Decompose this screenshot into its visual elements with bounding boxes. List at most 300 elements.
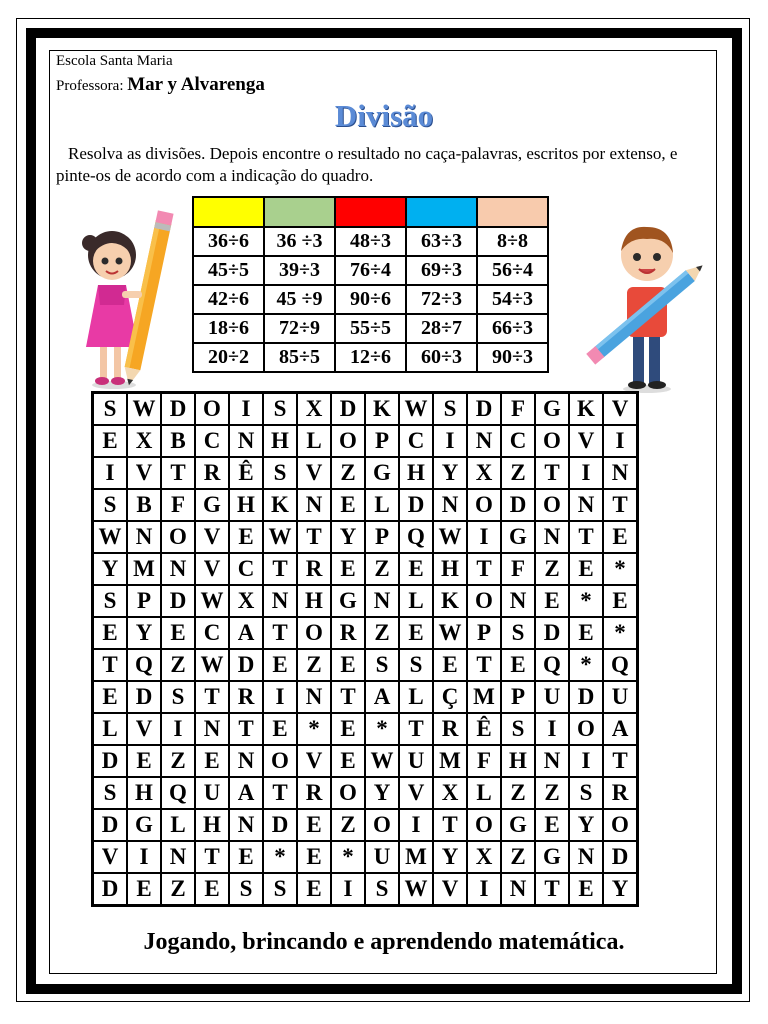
grid-letter-cell[interactable]: V <box>569 425 603 457</box>
boy-with-pencil-illustration <box>585 215 705 393</box>
grid-letter-cell[interactable]: E <box>297 841 331 873</box>
grid-letter-cell[interactable]: O <box>535 425 569 457</box>
grid-letter-cell[interactable]: D <box>127 681 161 713</box>
grid-row <box>93 745 638 777</box>
grid-letter-cell[interactable]: G <box>195 489 229 521</box>
grid-letter-cell[interactable]: B <box>161 425 195 457</box>
division-cell: 72÷9 <box>264 314 335 343</box>
grid-letter-cell[interactable]: Q <box>399 521 433 553</box>
grid-letter-cell[interactable]: E <box>331 713 365 745</box>
grid-letter-cell[interactable]: R <box>297 777 331 809</box>
grid-letter-cell[interactable]: T <box>569 521 603 553</box>
division-cell: 45÷5 <box>193 256 264 285</box>
grid-letter-cell[interactable]: I <box>263 681 297 713</box>
grid-letter-cell[interactable]: C <box>195 617 229 649</box>
grid-letter-cell[interactable]: D <box>93 745 128 777</box>
grid-letter-cell[interactable]: V <box>93 841 128 873</box>
grid-letter-cell[interactable]: * <box>297 713 331 745</box>
division-cell: 56÷4 <box>477 256 548 285</box>
division-cell: 42÷6 <box>193 285 264 314</box>
grid-letter-cell[interactable]: Z <box>161 649 195 681</box>
grid-letter-cell[interactable]: Z <box>297 649 331 681</box>
grid-letter-cell[interactable]: Y <box>433 457 467 489</box>
grid-letter-cell[interactable]: N <box>365 585 399 617</box>
grid-letter-cell[interactable]: O <box>331 777 365 809</box>
grid-letter-cell[interactable]: E <box>161 617 195 649</box>
grid-letter-cell[interactable]: * <box>365 713 399 745</box>
grid-letter-cell[interactable]: Ê <box>229 457 263 489</box>
grid-letter-cell[interactable]: W <box>399 873 433 906</box>
division-row <box>193 314 548 343</box>
grid-letter-cell[interactable]: U <box>195 777 229 809</box>
grid-letter-cell[interactable]: K <box>365 393 399 426</box>
grid-letter-cell[interactable]: S <box>501 713 535 745</box>
grid-letter-cell[interactable]: N <box>229 745 263 777</box>
grid-letter-cell[interactable]: Ç <box>433 681 467 713</box>
division-cell: 36÷6 <box>193 227 264 256</box>
grid-letter-cell[interactable]: S <box>263 457 297 489</box>
grid-letter-cell[interactable]: D <box>535 617 569 649</box>
grid-letter-cell[interactable]: I <box>603 425 638 457</box>
grid-letter-cell[interactable]: F <box>501 553 535 585</box>
division-cell: 66÷3 <box>477 314 548 343</box>
grid-letter-cell[interactable]: R <box>297 553 331 585</box>
grid-letter-cell[interactable]: W <box>365 745 399 777</box>
grid-letter-cell[interactable]: T <box>161 457 195 489</box>
division-cell: 39÷3 <box>264 256 335 285</box>
grid-letter-cell[interactable]: L <box>365 489 399 521</box>
grid-letter-cell[interactable]: Q <box>127 649 161 681</box>
grid-letter-cell[interactable]: H <box>229 489 263 521</box>
grid-letter-cell[interactable]: E <box>535 585 569 617</box>
color-swatch <box>335 197 406 227</box>
grid-letter-cell[interactable]: P <box>127 585 161 617</box>
grid-letter-cell[interactable]: W <box>195 585 229 617</box>
grid-letter-cell[interactable]: I <box>569 745 603 777</box>
grid-letter-cell[interactable]: D <box>93 873 128 906</box>
grid-letter-cell[interactable]: H <box>297 585 331 617</box>
grid-letter-cell[interactable]: D <box>501 489 535 521</box>
grid-letter-cell[interactable]: A <box>229 617 263 649</box>
grid-letter-cell[interactable]: O <box>569 713 603 745</box>
grid-letter-cell[interactable]: Z <box>501 457 535 489</box>
grid-letter-cell[interactable]: N <box>161 841 195 873</box>
grid-row <box>93 425 638 457</box>
grid-letter-cell[interactable]: R <box>195 457 229 489</box>
grid-letter-cell[interactable]: U <box>365 841 399 873</box>
grid-letter-cell[interactable]: M <box>433 745 467 777</box>
grid-letter-cell[interactable]: H <box>263 425 297 457</box>
grid-letter-cell[interactable]: E <box>297 873 331 906</box>
division-cell: 76÷4 <box>335 256 406 285</box>
grid-letter-cell[interactable]: Z <box>535 553 569 585</box>
grid-row <box>93 809 638 841</box>
grid-letter-cell[interactable]: V <box>399 777 433 809</box>
grid-letter-cell[interactable]: T <box>433 809 467 841</box>
grid-letter-cell[interactable]: X <box>297 393 331 426</box>
division-cell: 45 ÷9 <box>264 285 335 314</box>
division-cell: 72÷3 <box>406 285 477 314</box>
grid-letter-cell[interactable]: Y <box>127 617 161 649</box>
grid-letter-cell[interactable]: I <box>467 521 501 553</box>
grid-letter-cell[interactable]: W <box>399 393 433 426</box>
grid-letter-cell[interactable]: W <box>433 521 467 553</box>
grid-letter-cell[interactable]: W <box>263 521 297 553</box>
grid-letter-cell[interactable]: E <box>569 617 603 649</box>
grid-letter-cell[interactable]: E <box>603 585 638 617</box>
color-swatch <box>477 197 548 227</box>
grid-letter-cell[interactable]: C <box>229 553 263 585</box>
grid-letter-cell[interactable]: H <box>399 457 433 489</box>
grid-letter-cell[interactable]: S <box>433 393 467 426</box>
grid-letter-cell[interactable]: I <box>467 873 501 906</box>
grid-letter-cell[interactable]: E <box>331 745 365 777</box>
grid-letter-cell[interactable]: A <box>365 681 399 713</box>
grid-letter-cell[interactable]: N <box>569 841 603 873</box>
grid-letter-cell[interactable]: L <box>399 681 433 713</box>
grid-letter-cell[interactable]: E <box>501 649 535 681</box>
grid-letter-cell[interactable]: W <box>127 393 161 426</box>
grid-letter-cell[interactable]: O <box>331 425 365 457</box>
grid-letter-cell[interactable]: S <box>365 873 399 906</box>
grid-letter-cell[interactable]: H <box>195 809 229 841</box>
grid-letter-cell[interactable]: H <box>433 553 467 585</box>
grid-letter-cell[interactable]: S <box>93 585 128 617</box>
grid-letter-cell[interactable]: I <box>535 713 569 745</box>
division-cell: 90÷6 <box>335 285 406 314</box>
grid-letter-cell[interactable]: Y <box>365 777 399 809</box>
grid-letter-cell[interactable]: R <box>331 617 365 649</box>
grid-letter-cell[interactable]: N <box>127 521 161 553</box>
grid-letter-cell[interactable]: G <box>535 393 569 426</box>
grid-letter-cell[interactable]: P <box>365 425 399 457</box>
grid-letter-cell[interactable]: T <box>603 745 638 777</box>
grid-letter-cell[interactable]: S <box>93 393 128 426</box>
grid-letter-cell[interactable]: N <box>603 457 638 489</box>
division-cell: 12÷6 <box>335 343 406 372</box>
grid-letter-cell[interactable]: M <box>127 553 161 585</box>
grid-letter-cell[interactable]: D <box>93 809 128 841</box>
grid-letter-cell[interactable]: T <box>263 553 297 585</box>
grid-letter-cell[interactable]: E <box>229 841 263 873</box>
grid-letter-cell[interactable]: U <box>603 681 638 713</box>
division-row <box>193 256 548 285</box>
grid-letter-cell[interactable]: D <box>467 393 501 426</box>
grid-letter-cell[interactable]: I <box>229 393 263 426</box>
color-swatch <box>406 197 477 227</box>
grid-letter-cell[interactable]: N <box>569 489 603 521</box>
grid-letter-cell[interactable]: Z <box>161 873 195 906</box>
grid-letter-cell[interactable]: V <box>127 457 161 489</box>
grid-letter-cell[interactable]: Z <box>365 553 399 585</box>
grid-letter-cell[interactable]: Y <box>433 841 467 873</box>
grid-letter-cell[interactable]: E <box>399 553 433 585</box>
grid-letter-cell[interactable]: Z <box>535 777 569 809</box>
grid-letter-cell[interactable]: D <box>331 393 365 426</box>
grid-letter-cell[interactable]: O <box>467 809 501 841</box>
school-name: Escola Santa Maria <box>56 53 173 69</box>
grid-letter-cell[interactable]: I <box>569 457 603 489</box>
grid-letter-cell[interactable]: H <box>501 745 535 777</box>
division-cell: 54÷3 <box>477 285 548 314</box>
grid-letter-cell[interactable]: E <box>195 873 229 906</box>
grid-letter-cell[interactable]: E <box>569 553 603 585</box>
grid-letter-cell[interactable]: E <box>195 745 229 777</box>
grid-letter-cell[interactable]: T <box>399 713 433 745</box>
grid-letter-cell[interactable]: E <box>127 745 161 777</box>
grid-letter-cell[interactable]: Y <box>603 873 638 906</box>
grid-letter-cell[interactable]: O <box>535 489 569 521</box>
grid-letter-cell[interactable]: L <box>161 809 195 841</box>
grid-letter-cell[interactable]: T <box>467 649 501 681</box>
grid-letter-cell[interactable]: X <box>229 585 263 617</box>
grid-letter-cell[interactable]: O <box>467 585 501 617</box>
grid-letter-cell[interactable]: A <box>603 713 638 745</box>
grid-letter-cell[interactable]: D <box>399 489 433 521</box>
grid-letter-cell[interactable]: E <box>93 681 128 713</box>
grid-letter-cell[interactable]: I <box>127 841 161 873</box>
grid-letter-cell[interactable]: D <box>603 841 638 873</box>
grid-letter-cell[interactable]: W <box>433 617 467 649</box>
grid-letter-cell[interactable]: C <box>399 425 433 457</box>
grid-letter-cell[interactable]: N <box>501 585 535 617</box>
grid-letter-cell[interactable]: U <box>535 681 569 713</box>
grid-letter-cell[interactable]: D <box>263 809 297 841</box>
grid-letter-cell[interactable]: L <box>297 425 331 457</box>
grid-letter-cell[interactable]: Y <box>93 553 128 585</box>
grid-letter-cell[interactable]: O <box>161 521 195 553</box>
grid-letter-cell[interactable]: * <box>331 841 365 873</box>
grid-letter-cell[interactable]: V <box>195 521 229 553</box>
grid-letter-cell[interactable]: L <box>399 585 433 617</box>
grid-letter-cell[interactable]: T <box>535 457 569 489</box>
grid-letter-cell[interactable]: O <box>263 745 297 777</box>
grid-letter-cell[interactable]: S <box>501 617 535 649</box>
grid-letter-cell[interactable]: E <box>331 489 365 521</box>
grid-letter-cell[interactable]: D <box>569 681 603 713</box>
grid-letter-cell[interactable]: G <box>365 457 399 489</box>
grid-letter-cell[interactable]: S <box>161 681 195 713</box>
grid-letter-cell[interactable]: T <box>603 489 638 521</box>
grid-letter-cell[interactable]: Y <box>569 809 603 841</box>
grid-letter-cell[interactable]: V <box>297 745 331 777</box>
grid-letter-cell[interactable]: E <box>229 521 263 553</box>
grid-letter-cell[interactable]: S <box>93 489 128 521</box>
grid-letter-cell[interactable]: N <box>229 809 263 841</box>
grid-letter-cell[interactable]: * <box>569 649 603 681</box>
division-cell: 69÷3 <box>406 256 477 285</box>
grid-letter-cell[interactable]: K <box>569 393 603 426</box>
grid-letter-cell[interactable]: E <box>263 713 297 745</box>
grid-letter-cell[interactable]: S <box>229 873 263 906</box>
grid-letter-cell[interactable]: Y <box>331 521 365 553</box>
grid-letter-cell[interactable]: F <box>467 745 501 777</box>
grid-letter-cell[interactable]: E <box>297 809 331 841</box>
grid-letter-cell[interactable]: * <box>263 841 297 873</box>
grid-letter-cell[interactable]: G <box>331 585 365 617</box>
grid-letter-cell[interactable]: P <box>501 681 535 713</box>
grid-letter-cell[interactable]: Ê <box>467 713 501 745</box>
grid-letter-cell[interactable]: F <box>501 393 535 426</box>
grid-letter-cell[interactable]: Z <box>501 777 535 809</box>
grid-letter-cell[interactable]: N <box>195 713 229 745</box>
grid-letter-cell[interactable]: T <box>263 617 297 649</box>
grid-letter-cell[interactable]: E <box>127 873 161 906</box>
grid-letter-cell[interactable]: T <box>195 841 229 873</box>
grid-letter-cell[interactable]: G <box>127 809 161 841</box>
grid-letter-cell[interactable]: U <box>399 745 433 777</box>
grid-letter-cell[interactable]: * <box>603 617 638 649</box>
grid-row <box>93 681 638 713</box>
division-row <box>193 285 548 314</box>
grid-letter-cell[interactable]: X <box>127 425 161 457</box>
grid-letter-cell[interactable]: O <box>603 809 638 841</box>
word-search-grid <box>91 391 639 907</box>
grid-letter-cell[interactable]: D <box>161 585 195 617</box>
grid-letter-cell[interactable]: O <box>297 617 331 649</box>
grid-letter-cell[interactable]: * <box>569 585 603 617</box>
grid-letter-cell[interactable]: N <box>161 553 195 585</box>
grid-letter-cell[interactable]: * <box>603 553 638 585</box>
grid-letter-cell[interactable]: N <box>433 489 467 521</box>
grid-letter-cell[interactable]: Z <box>331 457 365 489</box>
color-key-table <box>192 196 549 373</box>
grid-letter-cell[interactable]: M <box>399 841 433 873</box>
grid-letter-cell[interactable]: E <box>399 617 433 649</box>
grid-letter-cell[interactable]: S <box>263 873 297 906</box>
grid-letter-cell[interactable]: V <box>433 873 467 906</box>
grid-letter-cell[interactable]: G <box>501 809 535 841</box>
grid-letter-cell[interactable]: D <box>229 649 263 681</box>
grid-letter-cell[interactable]: Z <box>161 745 195 777</box>
grid-letter-cell[interactable]: T <box>195 681 229 713</box>
grid-letter-cell[interactable]: Z <box>501 841 535 873</box>
division-cell: 63÷3 <box>406 227 477 256</box>
teacher-name: Mar y Alvarenga <box>127 74 265 95</box>
grid-letter-cell[interactable]: K <box>433 585 467 617</box>
grid-letter-cell[interactable]: N <box>467 425 501 457</box>
grid-letter-cell[interactable]: T <box>535 873 569 906</box>
grid-letter-cell[interactable]: E <box>263 649 297 681</box>
grid-letter-cell[interactable]: E <box>433 649 467 681</box>
grid-letter-cell[interactable]: D <box>161 393 195 426</box>
grid-letter-cell[interactable]: R <box>603 777 638 809</box>
grid-letter-cell[interactable]: Z <box>331 809 365 841</box>
grid-letter-cell[interactable]: N <box>297 681 331 713</box>
grid-letter-cell[interactable]: M <box>467 681 501 713</box>
grid-letter-cell[interactable]: W <box>93 521 128 553</box>
grid-letter-cell[interactable]: L <box>93 713 128 745</box>
grid-letter-cell[interactable]: V <box>603 393 638 426</box>
grid-letter-cell[interactable]: K <box>263 489 297 521</box>
grid-letter-cell[interactable]: N <box>263 585 297 617</box>
grid-letter-cell[interactable]: P <box>365 521 399 553</box>
grid-letter-cell[interactable]: V <box>195 553 229 585</box>
grid-letter-cell[interactable]: H <box>127 777 161 809</box>
grid-letter-cell[interactable]: I <box>93 457 128 489</box>
grid-letter-cell[interactable]: S <box>365 649 399 681</box>
grid-letter-cell[interactable]: T <box>331 681 365 713</box>
grid-letter-cell[interactable]: T <box>229 713 263 745</box>
grid-row <box>93 585 638 617</box>
division-cell: 20÷2 <box>193 343 264 372</box>
grid-letter-cell[interactable]: E <box>603 521 638 553</box>
grid-letter-cell[interactable]: P <box>467 617 501 649</box>
grid-letter-cell[interactable]: V <box>297 457 331 489</box>
grid-letter-cell[interactable]: O <box>195 393 229 426</box>
grid-letter-cell[interactable]: T <box>263 777 297 809</box>
grid-letter-cell[interactable]: G <box>501 521 535 553</box>
teacher-line <box>56 74 265 96</box>
grid-letter-cell[interactable]: X <box>467 841 501 873</box>
division-cell: 18÷6 <box>193 314 264 343</box>
grid-letter-cell[interactable]: O <box>365 809 399 841</box>
grid-letter-cell[interactable]: N <box>501 873 535 906</box>
division-cell: 55÷5 <box>335 314 406 343</box>
grid-letter-cell[interactable]: T <box>93 649 128 681</box>
grid-letter-cell[interactable]: C <box>195 425 229 457</box>
grid-letter-cell[interactable]: V <box>127 713 161 745</box>
grid-letter-cell[interactable]: N <box>535 745 569 777</box>
grid-row <box>93 617 638 649</box>
grid-letter-cell[interactable]: E <box>569 873 603 906</box>
grid-letter-cell[interactable]: X <box>467 457 501 489</box>
grid-letter-cell[interactable]: I <box>161 713 195 745</box>
grid-letter-cell[interactable]: O <box>467 489 501 521</box>
grid-letter-cell[interactable]: R <box>433 713 467 745</box>
grid-letter-cell[interactable]: I <box>433 425 467 457</box>
page-title: Divisão <box>334 98 434 133</box>
grid-letter-cell[interactable]: F <box>161 489 195 521</box>
grid-letter-cell[interactable]: C <box>501 425 535 457</box>
grid-letter-cell[interactable]: Q <box>161 777 195 809</box>
grid-letter-cell[interactable]: I <box>399 809 433 841</box>
grid-letter-cell[interactable]: E <box>331 553 365 585</box>
grid-letter-cell[interactable]: E <box>535 809 569 841</box>
grid-row <box>93 521 638 553</box>
grid-letter-cell[interactable]: A <box>229 777 263 809</box>
division-cell: 85÷5 <box>264 343 335 372</box>
grid-letter-cell[interactable]: R <box>229 681 263 713</box>
grid-letter-cell[interactable]: S <box>263 393 297 426</box>
grid-letter-cell[interactable]: L <box>467 777 501 809</box>
grid-letter-cell[interactable]: T <box>467 553 501 585</box>
grid-letter-cell[interactable]: E <box>331 649 365 681</box>
footer-slogan: Jogando, brincando e aprendendo matemática. <box>143 929 625 955</box>
grid-letter-cell[interactable]: N <box>297 489 331 521</box>
girl-with-pencil-illustration <box>76 205 176 390</box>
grid-letter-cell[interactable]: X <box>433 777 467 809</box>
grid-letter-cell[interactable]: W <box>195 649 229 681</box>
grid-letter-cell[interactable]: I <box>331 873 365 906</box>
grid-letter-cell[interactable]: G <box>535 841 569 873</box>
grid-letter-cell[interactable]: Q <box>535 649 569 681</box>
grid-letter-cell[interactable]: S <box>93 777 128 809</box>
grid-letter-cell[interactable]: T <box>297 521 331 553</box>
grid-letter-cell[interactable]: E <box>93 425 128 457</box>
grid-letter-cell[interactable]: N <box>229 425 263 457</box>
grid-row <box>93 489 638 521</box>
grid-letter-cell[interactable]: E <box>93 617 128 649</box>
grid-letter-cell[interactable]: S <box>399 649 433 681</box>
color-swatch <box>193 197 264 227</box>
grid-letter-cell[interactable]: Z <box>365 617 399 649</box>
grid-row <box>93 553 638 585</box>
grid-letter-cell[interactable]: N <box>535 521 569 553</box>
grid-letter-cell[interactable]: S <box>569 777 603 809</box>
grid-letter-cell[interactable]: Q <box>603 649 638 681</box>
grid-letter-cell[interactable]: B <box>127 489 161 521</box>
